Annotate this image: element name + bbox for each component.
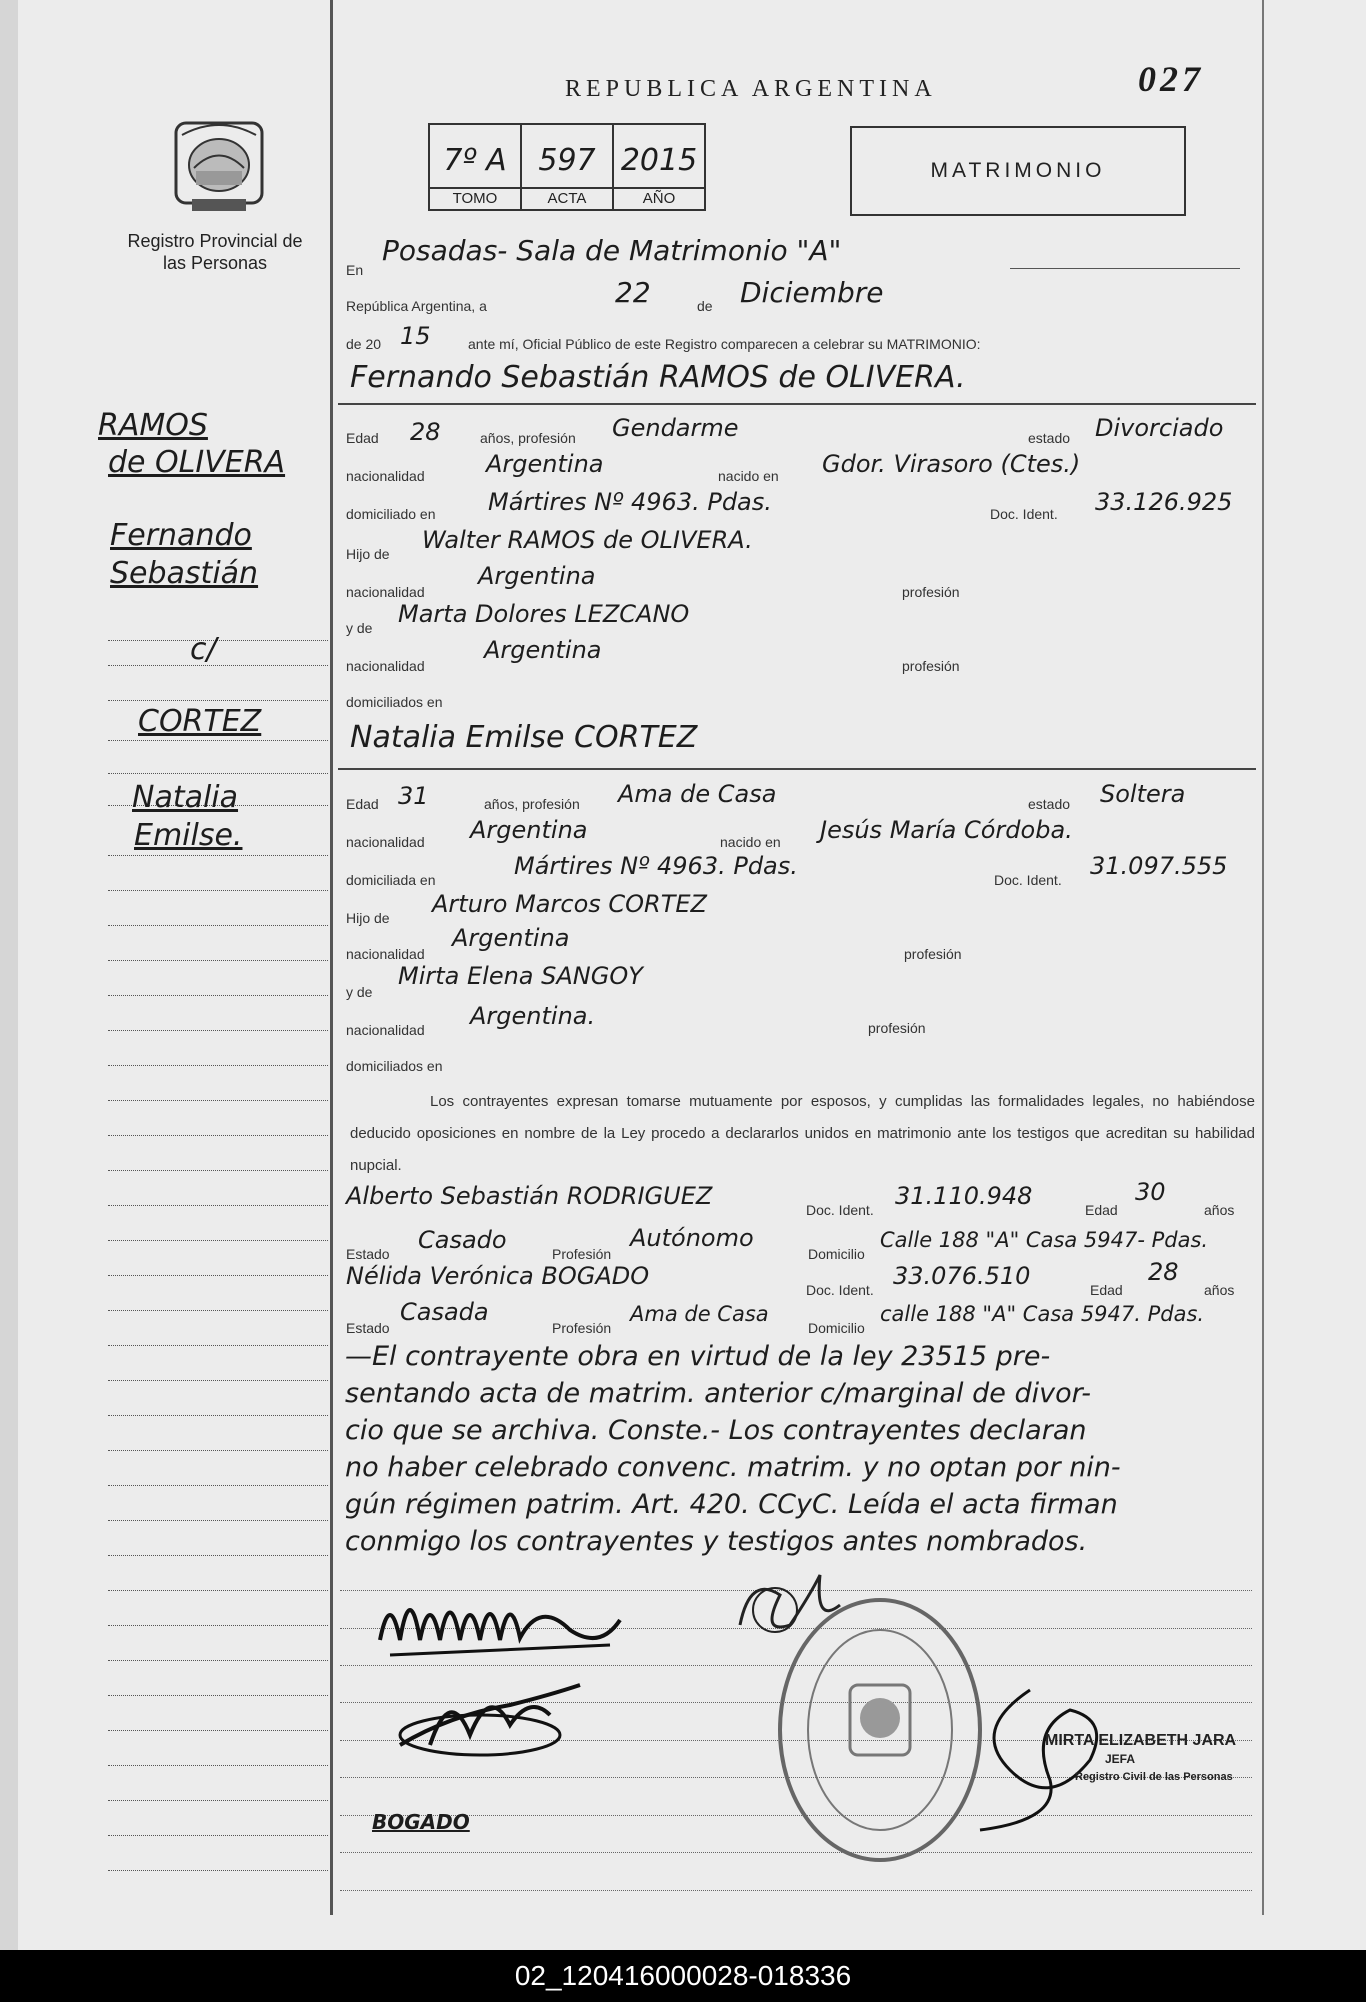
tomo-value: 7º A [443, 143, 507, 178]
groom-profession: Gendarme [612, 414, 739, 442]
margin-divider [330, 0, 333, 1915]
tomo-label: TOMO [430, 187, 520, 209]
groom-signature-icon [370, 1560, 630, 1670]
ceremony-place: Posadas- Sala de Matrimonio "A" [382, 234, 842, 267]
witness2-age: 28 [1148, 1258, 1179, 1286]
label-bride-father-nac: nacionalidad [346, 946, 425, 962]
anio-cell [614, 125, 704, 209]
province-seal-icon [170, 113, 268, 219]
label-groom-estado: estado [1028, 430, 1071, 446]
groom-doc-number: 33.126.925 [1095, 488, 1233, 516]
groom-father: Walter RAMOS de OLIVERA. [422, 526, 753, 554]
label-groom-father-prof: profesión [902, 584, 960, 600]
groom-father-nationality: Argentina [478, 562, 596, 590]
official-department: Registro Civil de las Personas [1075, 1771, 1233, 1783]
groom-mother: Marta Dolores LEZCANO [398, 600, 690, 628]
margin-bride-given-1: Natalia [132, 780, 239, 815]
label-groom-domiciliados: domiciliados en [346, 694, 443, 710]
label-witness1-estado: Estado [346, 1246, 390, 1262]
label-bride-father-prof: profesión [904, 946, 962, 962]
label-witness1-doc: Doc. Ident. [806, 1202, 874, 1218]
ceremony-year: 15 [400, 322, 431, 350]
narrative-line: cio que se archiva. Conste.- Los contrayentes declaran [345, 1415, 1087, 1446]
label-bride-mother-nac: nacionalidad [346, 1022, 425, 1038]
image-code: 02_120416000028-018336 [514, 1960, 852, 1991]
anio-value: 2015 [620, 143, 698, 178]
witness1-name: Alberto Sebastián RODRIGUEZ [346, 1182, 713, 1210]
document-type-box: MATRIMONIO [850, 126, 1186, 216]
narrative-line: sentando acta de matrim. anterior c/marginal de divor- [345, 1378, 1091, 1409]
label-bride-domiciliados: domiciliados en [346, 1058, 443, 1074]
label-witness2-anios: años [1204, 1282, 1235, 1298]
label-witness2-estado: Estado [346, 1320, 390, 1336]
label-bride-doc: Doc. Ident. [994, 872, 1062, 888]
groom-nationality: Argentina [486, 450, 604, 478]
label-groom-hijo: Hijo de [346, 546, 390, 562]
margin-groom-given-1: Fernando [110, 518, 252, 553]
label-witness2-domicilio: Domicilio [808, 1320, 865, 1336]
bride-doc-number: 31.097.555 [1090, 852, 1228, 880]
bride-nationality: Argentina [470, 816, 588, 844]
label-de20: de 20 [346, 336, 382, 352]
margin-groom-given-2: Sebastián [110, 556, 259, 591]
witness1-address: Calle 188 "A" Casa 5947- Pdas. [880, 1228, 1209, 1252]
label-groom-nacionalidad: nacionalidad [346, 468, 425, 484]
narrative-line: conmigo los contrayentes y testigos antes nombrados. [345, 1526, 1088, 1557]
ceremony-day: 22 [615, 276, 651, 309]
tomo-cell [430, 125, 522, 209]
witness1-doc-number: 31.110.948 [895, 1182, 1033, 1210]
witness2-address: calle 188 "A" Casa 5947. Pdas. [880, 1302, 1205, 1326]
label-witness2-doc: Doc. Ident. [806, 1282, 874, 1298]
acta-label: ACTA [522, 187, 612, 209]
narrative-line: —El contrayente obra en virtud de la ley 23515 pre- [345, 1341, 1051, 1372]
label-witness1-edad: Edad [1085, 1202, 1118, 1218]
witness1-age: 30 [1135, 1178, 1166, 1206]
official-title: JEFA [1105, 1752, 1136, 1766]
label-groom-domiciliado: domiciliado en [346, 506, 436, 522]
witness2-doc-number: 33.076.510 [893, 1262, 1031, 1290]
label-witness1-anios: años [1204, 1202, 1235, 1218]
label-groom-mother-nac: nacionalidad [346, 658, 425, 674]
bride-father-nationality: Argentina [452, 924, 570, 952]
bride-mother: Mirta Elena SANGOY [398, 962, 643, 990]
groom-full-name: Fernando Sebastián RAMOS de OLIVERA. [350, 360, 966, 395]
margin-bride-given-2: Emilse. [134, 818, 243, 853]
groom-mother-nationality: Argentina [484, 636, 602, 664]
bride-address: Mártires Nº 4963. Pdas. [514, 852, 798, 880]
label-comparecen: ante mí, Oficial Público de este Registro comparecen a celebrar su MATRIMONIO: [468, 336, 981, 352]
narrative-line: no haber celebrado convenc. matrim. y no optan por nin- [345, 1452, 1121, 1483]
label-bride-mother-prof: profesión [868, 1020, 926, 1036]
bride-full-name: Natalia Emilse CORTEZ [350, 720, 698, 755]
label-bride-profesion: años, profesión [484, 796, 580, 812]
label-bride-edad: Edad [346, 796, 379, 812]
groom-section-divider [338, 403, 1256, 405]
label-groom-mother-prof: profesión [902, 658, 960, 674]
bride-birthplace: Jesús María Córdoba. [820, 816, 1073, 844]
witness2-profession: Ama de Casa [630, 1302, 769, 1326]
label-witness1-profesion: Profesión [552, 1246, 612, 1262]
label-bride-estado: estado [1028, 796, 1071, 812]
official-name: MIRTA ELIZABETH JARA [1045, 1732, 1237, 1749]
registry-name: Registro Provincial de las Personas [127, 231, 303, 273]
witness1-signature-icon [390, 1665, 590, 1765]
witness2-civil-status: Casada [400, 1298, 489, 1326]
label-groom-nacido: nacido en [718, 468, 779, 484]
footer-bar [0, 1950, 1366, 2002]
acta-value: 597 [538, 143, 596, 178]
label-groom-yde: y de [346, 620, 373, 636]
groom-birthplace: Gdor. Virasoro (Ctes.) [822, 450, 1081, 478]
groom-civil-status: Divorciado [1095, 414, 1224, 442]
label-groom-profesion: años, profesión [480, 430, 576, 446]
bride-mother-nationality: Argentina. [470, 1002, 596, 1030]
registration-box [428, 123, 706, 211]
annotation-narrative [345, 1338, 1255, 1560]
legal-declaration: Los contrayentes expresan tomarse mutuamente por esposos, y cumplidas las formalidades legales, no habiéndose deducido oposiciones en nombre de la Ley procedo a declararlos unidos en matrimonio ante los testigos que acreditan su habilidad nupcial. [350, 1093, 1255, 1174]
folio-number: 027 [1138, 59, 1204, 99]
label-en: En [346, 262, 364, 278]
margin-bride-surname: CORTEZ [138, 704, 262, 739]
binding-edge [0, 0, 18, 1950]
label-bride-yde: y de [346, 984, 373, 1000]
bride-civil-status: Soltera [1100, 780, 1186, 808]
bride-section-divider [338, 768, 1256, 770]
margin-connector: c/ [190, 632, 217, 667]
bride-profession: Ama de Casa [618, 780, 777, 808]
margin-groom-surname-2: de OLIVERA [108, 445, 286, 480]
narrative-line: gún régimen patrim. Art. 420. CCyC. Leída el acta firman [345, 1489, 1118, 1520]
witness2-signature: BOGADO [372, 1810, 470, 1834]
label-groom-edad: Edad [346, 430, 379, 446]
label-groom-doc: Doc. Ident. [990, 506, 1058, 522]
label-groom-father-nac: nacionalidad [346, 584, 425, 600]
label-witness2-profesion: Profesión [552, 1320, 612, 1336]
label-de: de [697, 298, 713, 314]
label-witness1-domicilio: Domicilio [808, 1246, 865, 1262]
label-witness2-edad: Edad [1090, 1282, 1123, 1298]
witness2-name: Nélida Verónica BOGADO [346, 1262, 650, 1290]
bride-father: Arturo Marcos CORTEZ [432, 890, 707, 918]
margin-groom-surname-1: RAMOS [98, 408, 208, 443]
country-title: REPUBLICA ARGENTINA [565, 76, 937, 102]
groom-address: Mártires Nº 4963. Pdas. [488, 488, 772, 516]
groom-age: 28 [410, 418, 441, 446]
bride-age: 31 [398, 782, 429, 810]
right-border [1262, 0, 1264, 1915]
label-bride-hijo: Hijo de [346, 910, 390, 926]
ceremony-month: Diciembre [740, 276, 884, 309]
witness1-profession: Autónomo [630, 1224, 754, 1252]
official-name-block [1045, 1732, 1236, 1786]
anio-label: AÑO [614, 187, 704, 209]
label-bride-domiciliada: domiciliada en [346, 872, 436, 888]
label-bride-nacido: nacido en [720, 834, 781, 850]
acta-cell [522, 125, 614, 209]
label-republica: República Argentina, a [346, 298, 487, 314]
place-line [1010, 268, 1240, 269]
label-bride-nacionalidad: nacionalidad [346, 834, 425, 850]
witness1-civil-status: Casado [418, 1226, 507, 1254]
